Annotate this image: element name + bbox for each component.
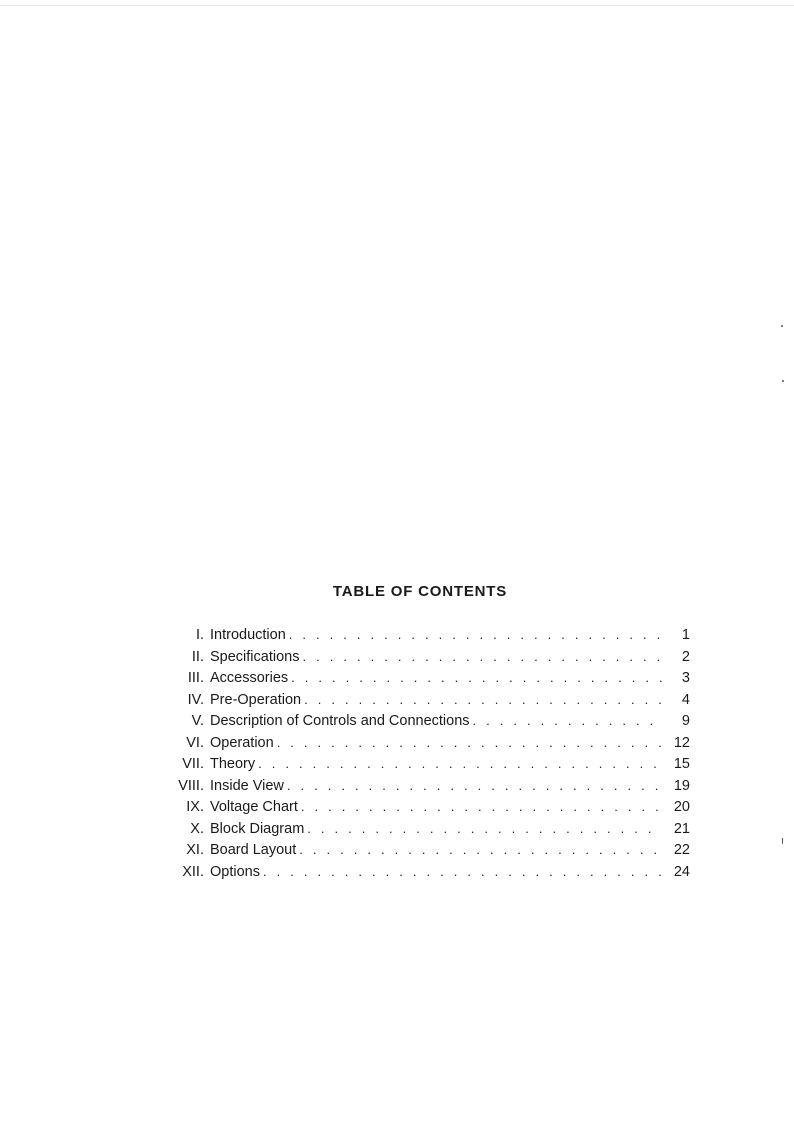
toc-dot-leader [287, 775, 662, 797]
toc-dot-leader [301, 796, 662, 818]
toc-entry-number: I. [195, 627, 204, 643]
toc-entry-label: Voltage Chart [210, 799, 298, 815]
toc-entry-page: 24 [673, 863, 690, 880]
toc-title: TABLE OF CONTENTS [332, 583, 508, 600]
toc-entry-number: II. [191, 648, 204, 665]
toc-dot-leader [302, 646, 662, 668]
toc-entry [150, 818, 690, 840]
toc-entry-label: Operation [210, 734, 274, 751]
toc-entry-page: 2 [681, 648, 690, 665]
toc-entry [150, 710, 690, 732]
toc-entry-page: 21 [673, 820, 690, 837]
toc-entry-number: IX. [186, 799, 204, 815]
toc-entry-label: Specifications [210, 648, 300, 665]
toc-entry-page: 19 [673, 777, 690, 794]
toc-dot-leader [291, 667, 662, 689]
toc-entry-page: 20 [673, 799, 690, 815]
toc-entry [150, 689, 690, 711]
scan-edge-rule [0, 5, 794, 6]
toc-entry-page: 9 [681, 713, 690, 729]
toc-entry [150, 624, 690, 646]
toc-dot-leader [263, 861, 662, 883]
toc-dot-leader [473, 710, 662, 732]
toc-entry-label: Pre-Operation [210, 691, 302, 708]
toc-entry-page: 15 [673, 756, 690, 772]
toc-dot-leader [277, 732, 662, 754]
toc-entry-label: Description of Controls and Connections [210, 713, 470, 729]
scan-speck [782, 838, 783, 844]
toc-entry-number: XII. [182, 863, 204, 880]
toc-entry [150, 839, 690, 861]
toc-entry-label: Theory [210, 756, 256, 772]
toc-dot-leader [307, 818, 662, 840]
toc-entry-label: Accessories [210, 670, 289, 686]
scan-speck [781, 325, 783, 327]
toc-entry-label: Inside View [210, 777, 284, 794]
toc-entry-page: 1 [681, 627, 690, 643]
toc-list [150, 624, 690, 882]
toc-entry-number: XI. [186, 842, 204, 858]
toc-entry [150, 796, 690, 818]
toc-dot-leader [289, 624, 662, 646]
toc-entry-number: VIII. [178, 777, 204, 794]
toc-entry [150, 732, 690, 754]
toc-entry-number: VI. [186, 734, 204, 751]
toc-entry [150, 775, 690, 797]
toc-entry-number: IV. [187, 691, 204, 708]
toc-entry [150, 646, 690, 668]
toc-entry-page: 4 [681, 691, 690, 708]
toc-entry [150, 861, 690, 883]
toc-entry-label: Introduction [210, 627, 286, 643]
toc-entry-label: Board Layout [210, 842, 297, 858]
toc-entry-page: 22 [673, 842, 690, 858]
toc-entry-page: 3 [681, 670, 690, 686]
scan-speck [782, 380, 784, 382]
toc-entry-label: Block Diagram [210, 820, 305, 837]
toc-entry-number: III. [187, 670, 204, 686]
toc-entry-number: X. [190, 820, 204, 837]
toc-entry [150, 667, 690, 689]
toc-entry-page: 12 [673, 734, 690, 751]
toc-entry-number: VII. [182, 756, 204, 772]
toc-dot-leader [258, 753, 662, 775]
toc-entry-label: Options [210, 863, 260, 880]
toc-entry-number: V. [191, 713, 204, 729]
toc-entry [150, 753, 690, 775]
toc-dot-leader [304, 689, 662, 711]
toc-dot-leader [299, 839, 662, 861]
